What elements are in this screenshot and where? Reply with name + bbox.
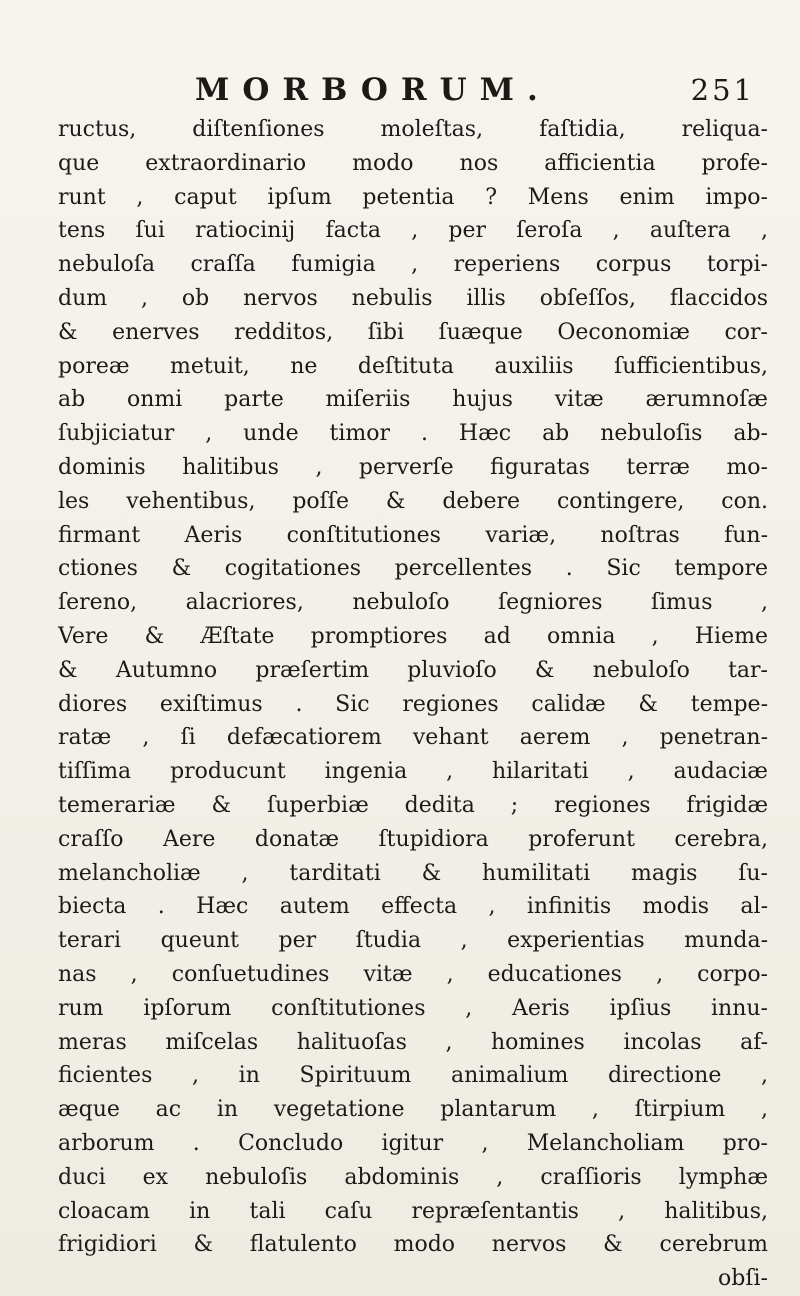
text-line: tiſſima producunt ingenia , hilaritati , audaciæ [58,759,768,785]
text-line: & enerves redditos, ſibi ſuæque Oeconomiæ cor- [58,319,768,345]
text-line: ficientes , in Spirituum animalium directione , [58,1063,768,1089]
text-line: duci ex nebuloſis abdominis , craſſioris lymphæ [58,1164,768,1190]
text-line: ſubjiciatur , unde timor . Hæc ab nebuloſis ab- [58,421,768,447]
text-line: ab onmi parte miſeriis hujus vitæ ærumnoſæ [58,387,768,413]
body-text [58,113,768,1296]
text-line: dum , ob nervos nebulis illis obſeſſos, flaccidos [58,285,768,311]
text-line: diores exiſtimus . Sic regiones calidæ & tempe- [58,691,768,717]
text-line: nebuloſa craſſa fumigia , reperiens corpus torpi- [58,252,768,278]
text-line: ctiones & cogitationes percellentes . Sic tempore [58,556,768,582]
text-line: ratæ , ſi defæcatiorem vehant aerem , penetran- [58,725,768,751]
catchword: obſi- [718,1266,768,1292]
running-title: MORBORUM. [195,72,551,108]
text-line: & Autumno præſertim pluvioſo & nebuloſo tar- [58,657,768,683]
text-line: dominis halitibus , perverſe figuratas terræ mo- [58,454,768,480]
text-line: arborum . Concludo igitur , Melancholiam pro- [58,1130,768,1156]
text-line: terari queunt per ſtudia , experientias munda- [58,928,768,954]
text-line: frigidiori & flatulento modo nervos & cerebrum [58,1232,768,1258]
text-line: les vehentibus, poſſe & debere contingere, con. [58,488,768,514]
page-header [195,70,755,110]
text-line: biecta . Hæc autem effecta , infinitis modis al- [58,894,768,920]
text-line: runt , caput ipſum petentia ? Mens enim impo- [58,184,768,210]
text-line: æque ac in vegetatione plantarum , ſtirpium , [58,1097,768,1123]
text-line: firmant Aeris conſtitutiones variæ, noſtras fun- [58,522,768,548]
page-number: 251 [690,73,755,107]
text-line: craſſo Aere donatæ ſtupidiora proferunt cerebra, [58,826,768,852]
text-line: rum ipſorum conſtitutiones , Aeris ipſius innu- [58,995,768,1021]
text-line: melancholiæ , tarditati & humilitati magis ſu- [58,860,768,886]
text-line: Vere & Æſtate promptiores ad omnia , Hieme [58,623,768,649]
text-line: que extraordinario modo nos afficientia profe- [58,150,768,176]
text-line: ſereno, alacriores, nebuloſo ſegniores ſimus , [58,590,768,616]
text-line: meras miſcelas halituoſas , homines incolas af- [58,1029,768,1055]
text-line: tens ſui ratiocinij facta , per ſeroſa , auſtera , [58,218,768,244]
text-line: ructus, diſtenſiones moleſtas, faſtidia, reliqua- [58,117,768,142]
text-line: temerariæ & ſuperbiæ dedita ; regiones frigidæ [58,792,768,818]
text-line: cloacam in tali caſu repræſentantis , halitibus, [58,1198,768,1224]
text-line: nas , conſuetudines vitæ , educationes , corpo- [58,961,768,987]
text-line: poreæ metuit, ne deſtituta auxiliis ſufficientibus, [58,353,768,379]
